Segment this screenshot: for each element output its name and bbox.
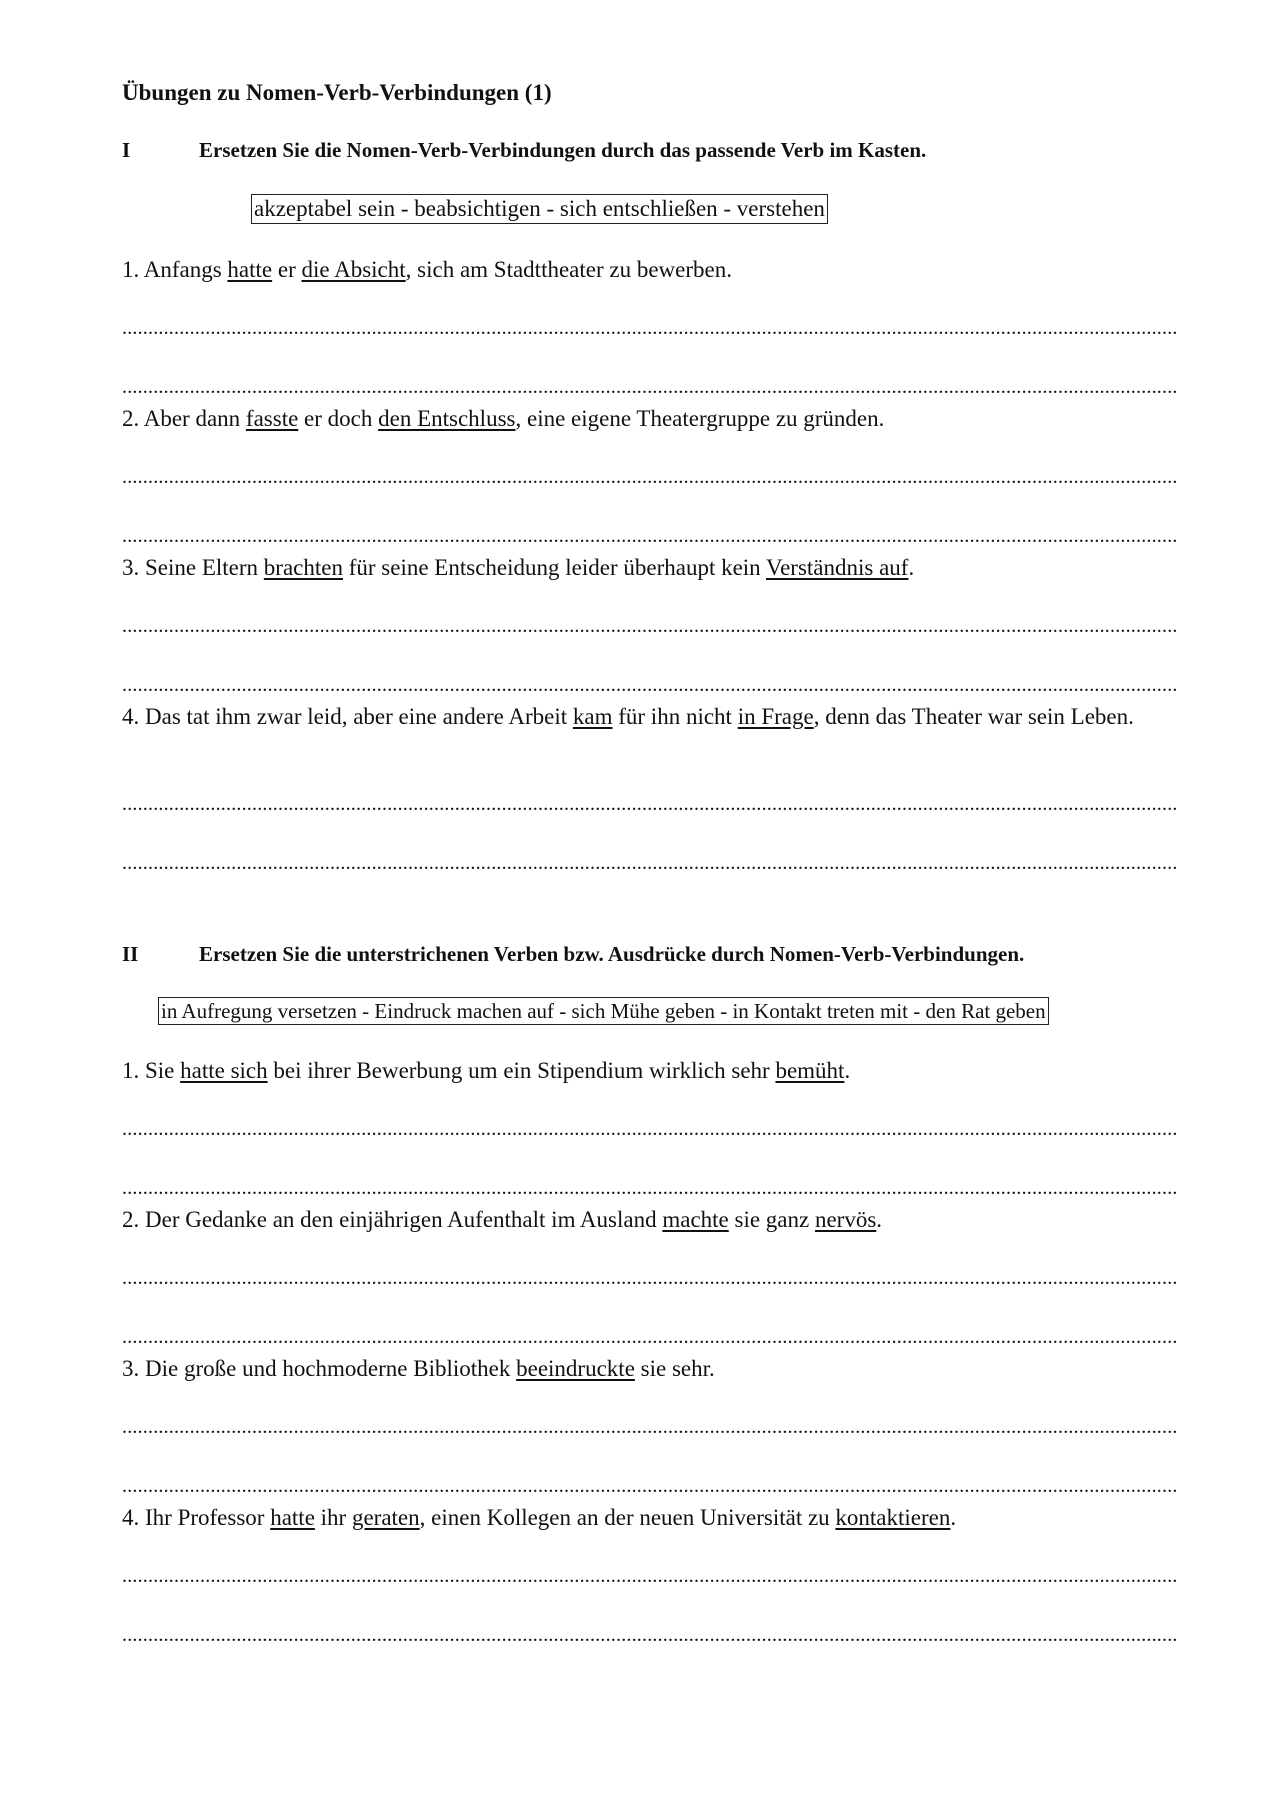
answer-line[interactable]: ...........................................................................................................................................................................................................	[122, 674, 1178, 696]
answer-line[interactable]: ...........................................................................................................................................................................................................	[122, 1267, 1178, 1289]
answer-line[interactable]: ...........................................................................................................................................................................................................	[122, 1177, 1178, 1199]
section-2-instruction: Ersetzen Sie die unterstrichenen Verben bzw. Ausdrücke durch Nomen-Verb-Verbindungen.	[199, 942, 1025, 966]
answer-line[interactable]: ...........................................................................................................................................................................................................	[122, 1565, 1178, 1587]
answer-line[interactable]: ...........................................................................................................................................................................................................	[122, 793, 1178, 815]
section-2-word-box: in Aufregung versetzen - Eindruck machen auf - sich Mühe geben - in Kontakt treten mit - den Rat geben	[158, 997, 1049, 1025]
section-2-number: II	[122, 942, 139, 966]
answer-line[interactable]: ...........................................................................................................................................................................................................	[122, 1475, 1178, 1497]
section-1-instruction: Ersetzen Sie die Nomen-Verb-Verbindungen durch das passende Verb im Kasten.	[199, 138, 927, 162]
answer-line[interactable]: ...........................................................................................................................................................................................................	[122, 317, 1178, 339]
answer-line[interactable]: ...........................................................................................................................................................................................................	[122, 615, 1178, 637]
section-1-question-2: 2. Aber dann fasste er doch den Entschluss, eine eigene Theatergruppe zu gründen.	[122, 406, 885, 431]
answer-line[interactable]: ...........................................................................................................................................................................................................	[122, 525, 1178, 547]
answer-line[interactable]: ...........................................................................................................................................................................................................	[122, 1624, 1178, 1646]
section-2-question-4: 4. Ihr Professor hatte ihr geraten, einen Kollegen an der neuen Universität zu kontaktieren.	[122, 1505, 957, 1530]
answer-line[interactable]: ...........................................................................................................................................................................................................	[122, 852, 1178, 874]
answer-line[interactable]: ...........................................................................................................................................................................................................	[122, 376, 1178, 398]
answer-line[interactable]: ...........................................................................................................................................................................................................	[122, 1118, 1178, 1140]
section-1-question-3: 3. Seine Eltern brachten für seine Entscheidung leider überhaupt kein Verständnis auf.	[122, 555, 915, 580]
section-2-question-1: 1. Sie hatte sich bei ihrer Bewerbung um ein Stipendium wirklich sehr bemüht.	[122, 1058, 851, 1083]
section-2-question-3: 3. Die große und hochmoderne Bibliothek beeindruckte sie sehr.	[122, 1356, 715, 1381]
section-1-question-1: 1. Anfangs hatte er die Absicht, sich am Stadttheater zu bewerben.	[122, 257, 732, 282]
page-title: Übungen zu Nomen-Verb-Verbindungen (1)	[122, 80, 552, 105]
section-1-word-box: akzeptabel sein - beabsichtigen - sich entschließen - verstehen	[251, 194, 828, 224]
answer-line[interactable]: ...........................................................................................................................................................................................................	[122, 1326, 1178, 1348]
section-1-question-4: 4. Das tat ihm zwar leid, aber eine andere Arbeit kam für ihn nicht in Frage, denn das Theater war sein Leben.	[122, 704, 1134, 729]
section-1-number: I	[122, 138, 131, 162]
section-2-question-2: 2. Der Gedanke an den einjährigen Aufenthalt im Ausland machte sie ganz nervös.	[122, 1207, 883, 1232]
answer-line[interactable]: ...........................................................................................................................................................................................................	[122, 466, 1178, 488]
answer-line[interactable]: ...........................................................................................................................................................................................................	[122, 1416, 1178, 1438]
